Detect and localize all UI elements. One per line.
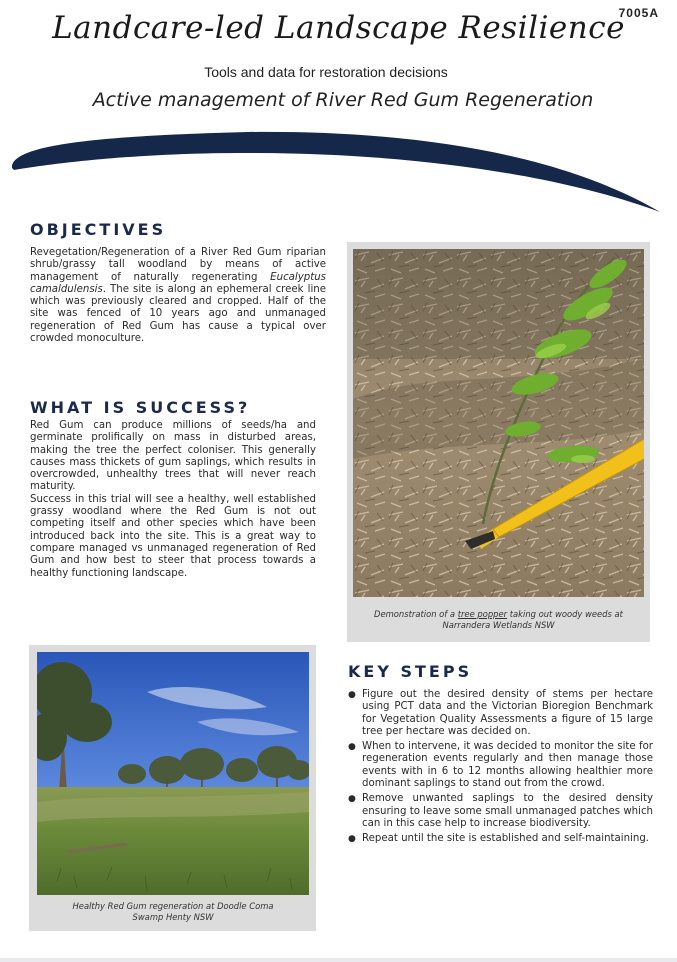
key-steps-list: [348, 689, 653, 849]
photo-woodland: [37, 652, 309, 895]
bullet-icon: ●: [348, 742, 356, 753]
document-code: 7005A: [618, 6, 659, 20]
key-steps-heading: KEY STEPS: [348, 662, 473, 681]
tagline: Active management of River Red Gum Regeneration: [92, 89, 594, 111]
list-item: ● Repeat until the site is established and self-maintaining.: [348, 833, 650, 845]
species-name: Eucalyptus camaldulensis: [30, 271, 326, 295]
bullet-icon: ●: [348, 834, 356, 845]
bullet-icon: ●: [348, 690, 356, 700]
list-item: ● When to intervene, it was decided to monitor the site for regeneration events regularly and then manage those events with in 6 to 12 months allowing healthier more dominant saplings to stand out from the crowd.: [348, 741, 653, 790]
photo-tree-popper: [353, 249, 644, 597]
caption-tree-popper: Demonstration of a tree popper taking out woody weeds at Narrandera Wetlands NSW: [374, 609, 623, 630]
subtitle: Tools and data for restoration decisions: [204, 64, 448, 80]
list-item: ● Remove unwanted saplings to the desired density ensuring to leave some small unmanaged patches which can in this case help to increase biodiversity.: [348, 793, 653, 829]
main-title: Landcare-led Landscape Resilience: [52, 10, 625, 46]
caption-woodland: Healthy Red Gum regeneration at Doodle Coma Swamp Henty NSW: [72, 901, 274, 922]
page-bottom-border: [0, 958, 677, 962]
objectives-heading: OBJECTIVES: [30, 220, 167, 239]
success-text: [30, 420, 316, 580]
objectives-text: Revegetation/Regeneration of a River Red Gum riparian shrub/grassy tall woodland by means of active management of naturally regenerating Eucalyptus camaldulensis. The site is along an ephemeral creek line which was previously cleared and cropped. Half of the site was fenced of 10 years ago and unmanaged regeneration of Red Gum has cause a typical over crowded monoculture.: [30, 247, 326, 345]
success-paragraph-1: Red Gum can produce millions of seeds/ha and germinate prolifically on mass in disturbed areas, making the tree the perfect coloniser. This generally causes mass thickets of gum saplings, which results in overcrowded, unhealthy trees that will never reach maturity.: [30, 420, 316, 493]
bullet-icon: ●: [348, 794, 356, 805]
success-heading: WHAT IS SUCCESS?: [30, 398, 251, 417]
list-item: ● Figure out the desired density of stems per hectare using PCT data and the Victorian Bioregion Benchmark for Vegetation Quality Assessments a figure of 15 large tree per hectare was decided on.: [348, 689, 653, 737]
decorative-swoosh: [8, 128, 664, 220]
success-paragraph-2: Success in this trial will see a healthy, well established grassy woodland where the Red Gum is not out competing itself and other species which have been introduced back into the site. This is a great way to compare managed vs unmanaged regeneration of Red Gum and how best to steer that process towards a healthy functioning landscape.: [30, 493, 316, 579]
tree-popper-link: tree popper: [457, 609, 508, 619]
